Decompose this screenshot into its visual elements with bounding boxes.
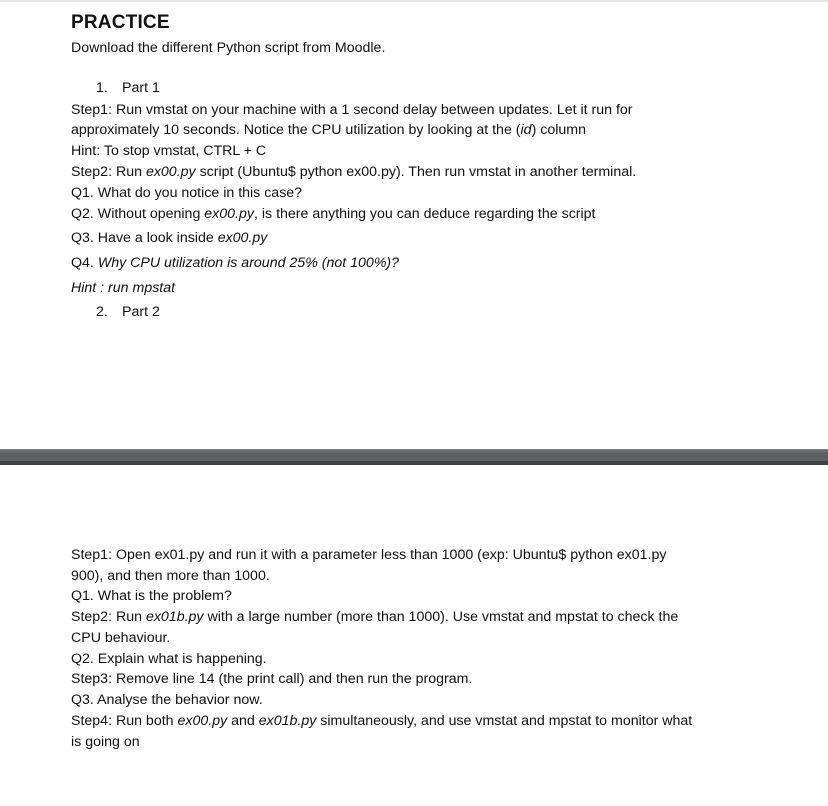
p2-step1-line2: 900), and then more than 1000. <box>71 568 270 584</box>
document-page-2 <box>0 465 828 806</box>
p2-step1-line1: Step1: Open ex01.py and run it with a parameter less than 1000 (exp: Ubuntu$ python ex01.py <box>71 547 667 563</box>
p2-question-q2: Q2. Explain what is happening. <box>71 651 267 667</box>
intro-text: Download the different Python script from Moodle. <box>71 40 386 56</box>
step2-line: Step2: Run ex00.py script (Ubuntu$ python ex00.py). Then run vmstat in another terminal. <box>71 164 637 180</box>
step1-line1: Step1: Run vmstat on your machine with a 1 second delay between updates. Let it run for <box>71 102 633 118</box>
list-number-part1: 1. <box>96 80 108 96</box>
list-label-part1: Part 1 <box>122 80 160 96</box>
question-q4: Q4. Why CPU utilization is around 25% (not 100%)? <box>71 255 400 271</box>
page-title: PRACTICE <box>71 12 170 33</box>
p2-step4-line1: Step4: Run both ex00.py and ex01b.py simultaneously, and use vmstat and mpstat to monitor what <box>71 713 693 729</box>
hint-stop-vmstat: Hint: To stop vmstat, CTRL + C <box>71 143 267 159</box>
list-number-part2: 2. <box>96 304 108 320</box>
p2-question-q1: Q1. What is the problem? <box>71 588 232 604</box>
p2-step3: Step3: Remove line 14 (the print call) and then run the program. <box>71 671 473 687</box>
step1-line2: approximately 10 seconds. Notice the CPU utilization by looking at the (id) column <box>71 122 586 138</box>
question-q1: Q1. What do you notice in this case? <box>71 185 303 201</box>
p2-step4-line2: is going on <box>71 734 140 750</box>
list-label-part2: Part 2 <box>122 304 160 320</box>
question-q2: Q2. Without opening ex00.py, is there anything you can deduce regarding the script <box>71 206 596 222</box>
hint-mpstat: Hint : run mpstat <box>71 280 176 296</box>
p2-question-q3: Q3. Analyse the behavior now. <box>71 692 263 708</box>
page-top-border <box>0 0 828 2</box>
p2-step2-line2: CPU behaviour. <box>71 630 171 646</box>
question-q3: Q3. Have a look inside ex00.py <box>71 230 268 246</box>
p2-step2-line1: Step2: Run ex01b.py with a large number (more than 1000). Use vmstat and mpstat to check the <box>71 609 679 625</box>
